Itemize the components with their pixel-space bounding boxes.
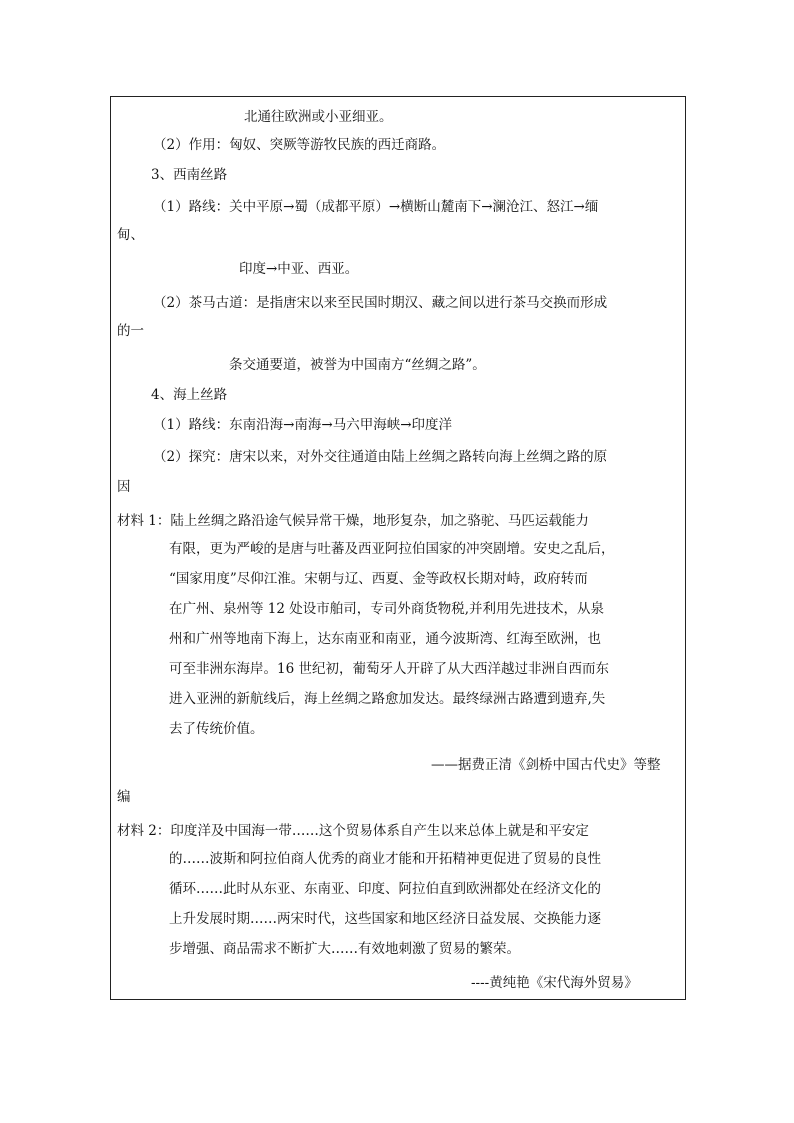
- material-1-line: 有限，更为严峻的是唐与吐蕃及西亚阿拉伯国家的冲突剧增。安史之乱后，: [169, 541, 615, 557]
- material-2-line: 的……波斯和阿拉伯商人优秀的商业才能和开拓精神更促进了贸易的良性: [169, 851, 601, 867]
- text-line: （2）探究：唐宋以来，对外交往通道由陆上丝绸之路转向海上丝绸之路的原: [153, 449, 608, 465]
- section-heading: 3、西南丝路: [151, 167, 228, 183]
- text-line: 因: [117, 479, 131, 495]
- material-1-line: 去了传统价值。: [169, 721, 264, 737]
- material-1-line: 可至非洲东海岸。16 世纪初，葡萄牙人开辟了从大西洋越过非洲自西而东: [169, 661, 609, 677]
- material-2-line: 材料 2：印度洋及中国海一带……这个贸易体系自产生以来总体上就是和平安定: [117, 823, 589, 839]
- material-2-line: 循环……此时从东亚、东南亚、印度、阿拉伯直到欧洲都处在经济文化的: [169, 881, 601, 897]
- citation-line: ——据费正清《剑桥中国古代史》等整: [431, 757, 661, 773]
- text-line: 印度→中亚、西亚。: [239, 261, 359, 277]
- text-line: （1）路线：东南沿海→南海→马六甲海峡→印度洋: [153, 417, 453, 433]
- section-heading: 4、海上丝路: [151, 387, 228, 403]
- material-2-line: 步增强、商品需求不断扩大……有效地刺激了贸易的繁荣。: [169, 941, 520, 957]
- citation-line: 编: [117, 789, 131, 805]
- text-line: （1）路线：关中平原→蜀（成都平原）→横断山麓南下→澜沧江、怒江→缅: [153, 199, 599, 215]
- material-2-line: 上升发展时期……两宋时代，这些国家和地区经济日益发展、交换能力逐: [169, 911, 601, 927]
- material-1-line: 在广州、泉州等 12 处设市舶司，专司外商货物税,并利用先进技术，从泉: [169, 601, 605, 617]
- material-1-line: 进入亚洲的新航线后，海上丝绸之路愈加发达。最终绿洲古路遭到遗弃,失: [169, 691, 606, 707]
- text-line: 条交通要道，被誉为中国南方“丝绸之路”。: [229, 357, 486, 373]
- material-1-line: 材料 1：陆上丝绸之路沿途气候异常干燥，地形复杂，加之骆驼、马匹运载能力: [117, 513, 589, 529]
- text-line: （2）作用：匈奴、突厥等游牧民族的西迁商路。: [153, 137, 446, 153]
- text-line: 甸、: [117, 227, 144, 243]
- text-line: （2）茶马古道：是指唐宋以来至民国时期汉、藏之间以进行茶马交换而形成: [153, 295, 608, 311]
- citation-line: ----黄纯艳《宋代海外贸易》: [471, 975, 638, 991]
- text-line: 的一: [117, 323, 144, 339]
- material-1-line: 州和广州等地南下海上，达东南亚和南亚，通今波斯湾、红海至欧洲，也: [169, 631, 601, 647]
- text-line: 北通往欧洲或小亚细亚。: [244, 109, 393, 125]
- material-1-line: “国家用度”尽仰江淮。宋朝与辽、西夏、金等政权长期对峙，政府转而: [169, 571, 588, 587]
- document-frame: [110, 96, 686, 1000]
